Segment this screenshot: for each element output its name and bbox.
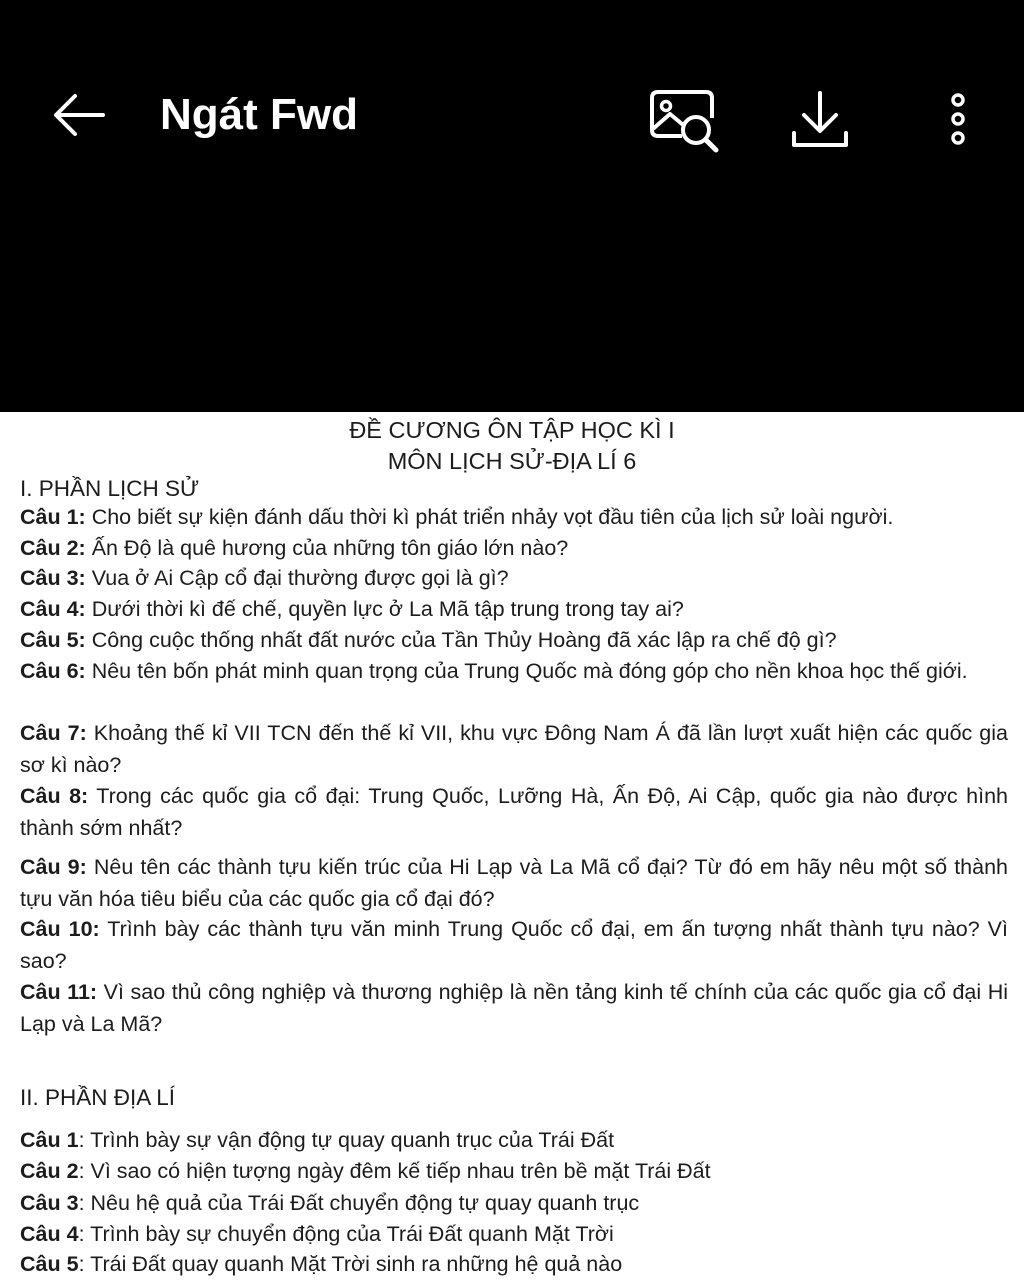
download-icon (784, 87, 856, 153)
question-label: Câu 8: (20, 784, 89, 808)
question-label: Câu 3: (20, 566, 86, 590)
history-question (20, 563, 1008, 595)
question-text: Dưới thời kì đế chế, quyền lực ở La Mã tập trung trong tay ai? (85, 597, 684, 621)
history-question (20, 502, 1008, 534)
question-label: Câu 5 (20, 1252, 79, 1276)
back-arrow-icon (51, 90, 107, 140)
question-label: Câu 4: (20, 597, 86, 621)
question-text: Vì sao thủ công nghiệp và thương nghiệp là nền tảng kinh tế chính của các quốc gia cổ đại Hi Lạp và La Mã? (20, 980, 1009, 1036)
document-image (0, 412, 1024, 1280)
image-search-icon (642, 82, 722, 158)
question-text: : Nêu hệ quả của Trái Đất chuyển động tự quay quanh trục (78, 1191, 640, 1215)
question-text: Trong các quốc gia cổ đại: Trung Quốc, Lưỡng Hà, Ấn Độ, Ai Cập, quốc gia nào được hình thành sớm nhất? (20, 784, 1008, 840)
history-question (20, 914, 1008, 977)
question-label: Câu 11: (20, 980, 98, 1004)
geography-question (20, 1188, 1008, 1220)
question-text: : Trái Đất quay quanh Mặt Trời sinh ra những hệ quả nào (78, 1252, 623, 1276)
question-text: : Trình bày sự chuyển động của Trái Đất quanh Mặt Trời (78, 1222, 614, 1246)
question-label: Câu 7: (20, 721, 87, 745)
history-question (20, 781, 1008, 844)
history-question (20, 656, 1008, 688)
question-text: Nêu tên bốn phát minh quan trọng của Trung Quốc mà đóng góp cho nền khoa học thế giới. (85, 659, 968, 683)
geography-question (20, 1249, 1008, 1280)
history-question (20, 852, 1008, 915)
question-text: : Vì sao có hiện tượng ngày đêm kế tiếp nhau trên bề mặt Trái Đất (78, 1159, 711, 1183)
history-question (20, 625, 1008, 657)
question-label: Câu 6: (20, 659, 86, 683)
geography-question (20, 1125, 1008, 1157)
history-question (20, 977, 1008, 1040)
question-text: Công cuộc thống nhất đất nước của Tần Thủy Hoàng đã xác lập ra chế độ gì? (85, 628, 837, 652)
question-label: Câu 2 (20, 1159, 79, 1183)
question-label: Câu 9: (20, 855, 87, 879)
question-label: Câu 5: (20, 628, 86, 652)
question-label: Câu 3 (20, 1191, 79, 1215)
geography-question (20, 1219, 1008, 1251)
back-button[interactable] (44, 80, 114, 150)
question-text: Khoảng thế kỉ VII TCN đến thế kỉ VII, khu vực Đông Nam Á đã lần lượt xuất hiện các quốc gia sơ kì nào? (20, 721, 1008, 777)
document-subtitle: MÔN LỊCH SỬ-ĐỊA LÍ 6 (387, 448, 637, 474)
question-text: Cho biết sự kiện đánh dấu thời kì phát triển nhảy vọt đầu tiên của lịch sử loài người. (85, 505, 894, 529)
question-label: Câu 2: (20, 536, 86, 560)
history-question (20, 533, 1008, 565)
chat-title: Ngát Fwd (160, 90, 358, 139)
geography-question (20, 1156, 1008, 1188)
more-vert-icon (943, 88, 973, 152)
document-title: ĐỀ CƯƠNG ÔN TẬP HỌC KÌ I (349, 417, 675, 443)
question-label: Câu 4 (20, 1222, 79, 1246)
question-label: Câu 1 (20, 1128, 79, 1152)
question-text: Ấn Độ là quê hương của những tôn giáo lớn nào? (85, 536, 569, 560)
download-button[interactable] (778, 78, 862, 162)
question-label: Câu 10: (20, 917, 100, 941)
question-label: Câu 1: (20, 505, 86, 529)
question-text: : Trình bày sự vận động tự quay quanh trục của Trái Đất (78, 1128, 615, 1152)
more-options-button[interactable] (916, 78, 1000, 162)
question-text: Nêu tên các thành tựu kiến trúc của Hi Lạp và La Mã cổ đại? Từ đó em hãy nêu một số thành tựu văn hóa tiêu biểu của các quốc gia cổ đại đó? (20, 855, 1008, 911)
question-text: Vua ở Ai Cập cổ đại thường được gọi là gì? (85, 566, 509, 590)
history-question (20, 594, 1008, 626)
image-search-button[interactable] (640, 78, 724, 162)
history-section-heading: I. PHẦN LỊCH SỬ (20, 476, 200, 501)
history-question (20, 718, 1008, 781)
app-bar (0, 0, 1024, 412)
geography-section-heading: II. PHẦN ĐỊA LÍ (20, 1085, 176, 1110)
question-text: Trình bày các thành tựu văn minh Trung Quốc cổ đại, em ấn tượng nhất thành tựu nào? Vì sao? (20, 917, 1008, 973)
